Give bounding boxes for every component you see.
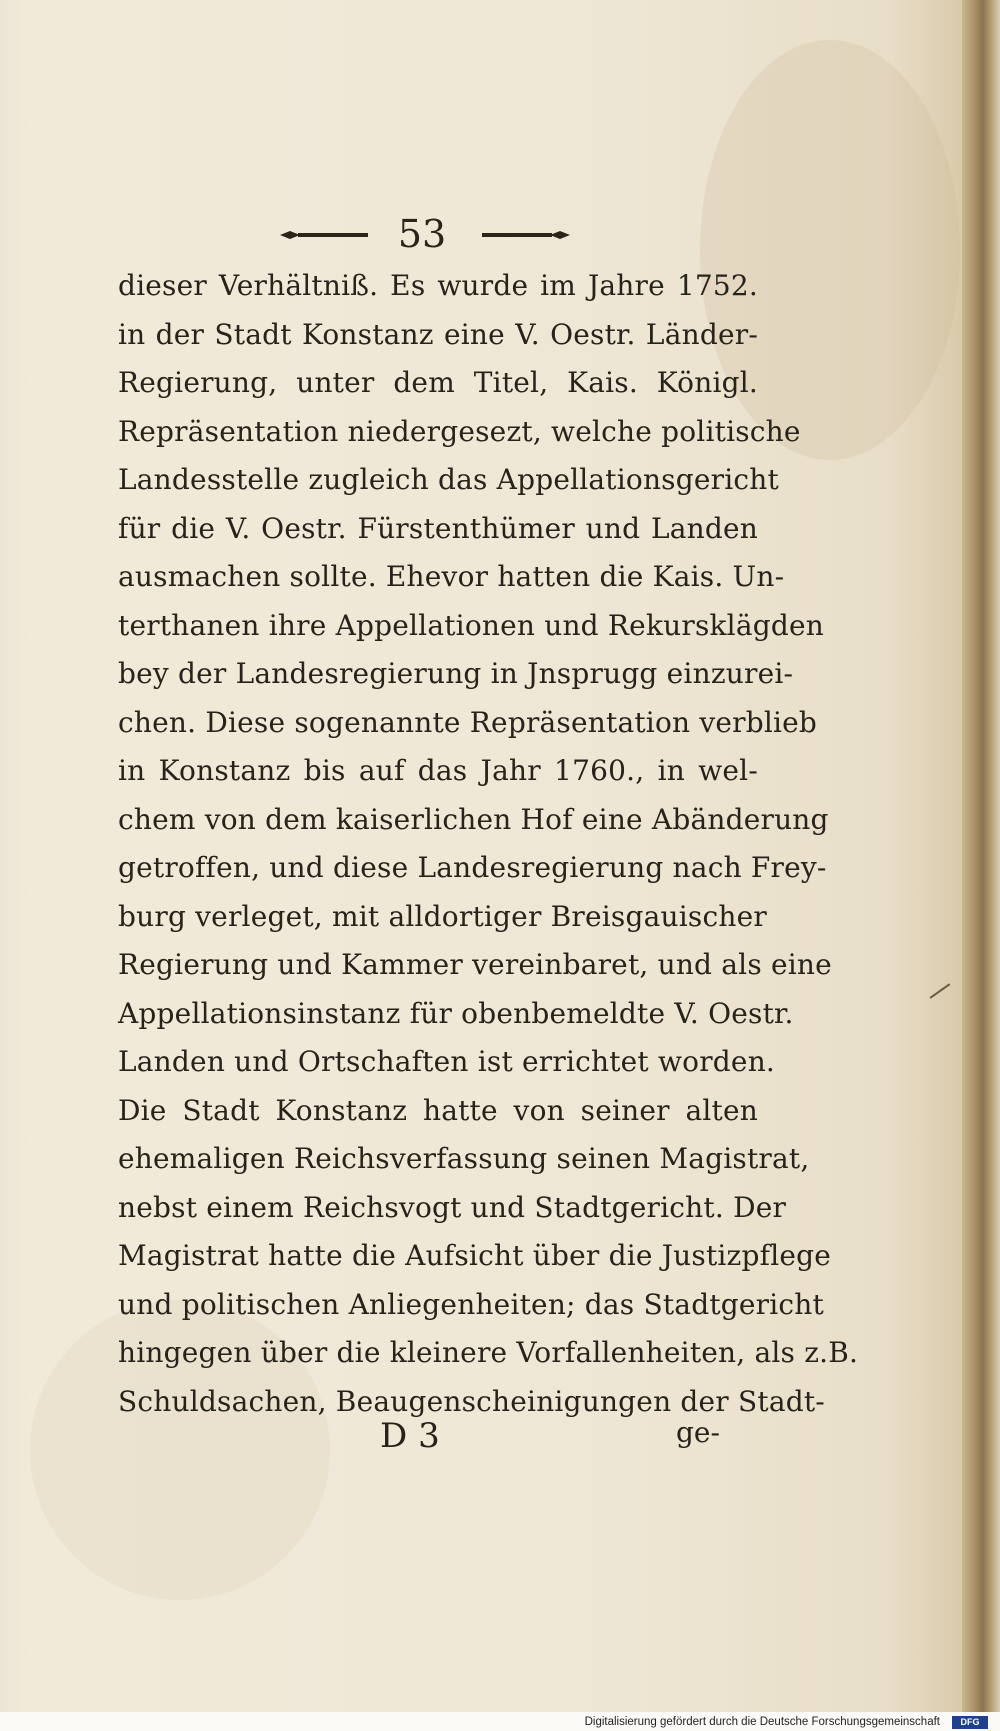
text-line: in Konstanz bis auf das Jahr 1760., in wel- [118, 754, 758, 787]
text-line: dieser Verhältniß. Es wurde im Jahre 1752. [118, 269, 758, 302]
right-ornament-icon [480, 230, 570, 240]
text-line: chem von dem kaiserlichen Hof eine Abänderung [118, 802, 829, 836]
text-line: Landen und Ortschaften ist errichtet worden. [118, 1045, 776, 1078]
digitization-credit: Digitalisierung gefördert durch die Deutsche Forschungsgemeinschaft [584, 1716, 940, 1728]
text-line: ausmachen sollte. Ehevor hatten die Kais. Un- [118, 560, 785, 593]
text-line: Landesstelle zugleich das Appellationsgericht [118, 463, 779, 496]
text-line: chen. Diese sogenannte Repräsentation verblieb [118, 705, 818, 739]
text-line: getroffen, und diese Landesregierung nach Frey- [118, 851, 827, 884]
text-line: und politischen Anliegenheiten; das Stadtgericht [118, 1287, 824, 1321]
page-edge [962, 0, 1000, 1712]
page-header [280, 212, 580, 258]
text-line: Magistrat hatte die Aufsicht über die Justizpflege [118, 1239, 832, 1272]
dfg-logo: DFG [952, 1716, 988, 1729]
text-line: in der Stadt Konstanz eine V. Oestr. Länder- [118, 317, 758, 351]
text-line: hingegen über die kleinere Vorfallenheiten, als z.B. [118, 1336, 859, 1369]
text-line: nebst einem Reichsvogt und Stadtgericht. Der [118, 1190, 787, 1224]
text-line: Schuldsachen, Beaugenscheinigungen der Stadt- [118, 1384, 825, 1418]
catchword: ge- [676, 1416, 720, 1449]
text-line: Regierung, unter dem Titel, Kais. Königl. [118, 366, 758, 399]
signature-mark: D 3 [380, 1416, 440, 1456]
page-number: 53 [397, 212, 447, 256]
left-ornament-icon [280, 230, 370, 240]
text-line: für die V. Oestr. Fürstenthümer und Landen [118, 511, 758, 545]
body-text [118, 262, 859, 1426]
page-footer [0, 1416, 966, 1466]
text-line: terthanen ihre Appellationen und Rekursklägden [118, 608, 824, 642]
text-line: burg verleget, mit alldortiger Breisgauischer [118, 899, 767, 933]
ink-mark [930, 983, 951, 998]
text-line: Repräsentation niedergesezt, welche politische [118, 414, 801, 448]
text-line: ehemaligen Reichsverfassung seinen Magistrat, [118, 1142, 810, 1175]
text-line: Die Stadt Konstanz hatte von seiner alten [118, 1093, 758, 1127]
text-line: bey der Landesregierung in Jnsprugg einzurei- [118, 657, 794, 690]
text-line: Regierung und Kammer vereinbaret, und als eine [118, 948, 832, 981]
text-line: Appellationsinstanz für obenbemeldte V. Oestr. [118, 996, 794, 1030]
